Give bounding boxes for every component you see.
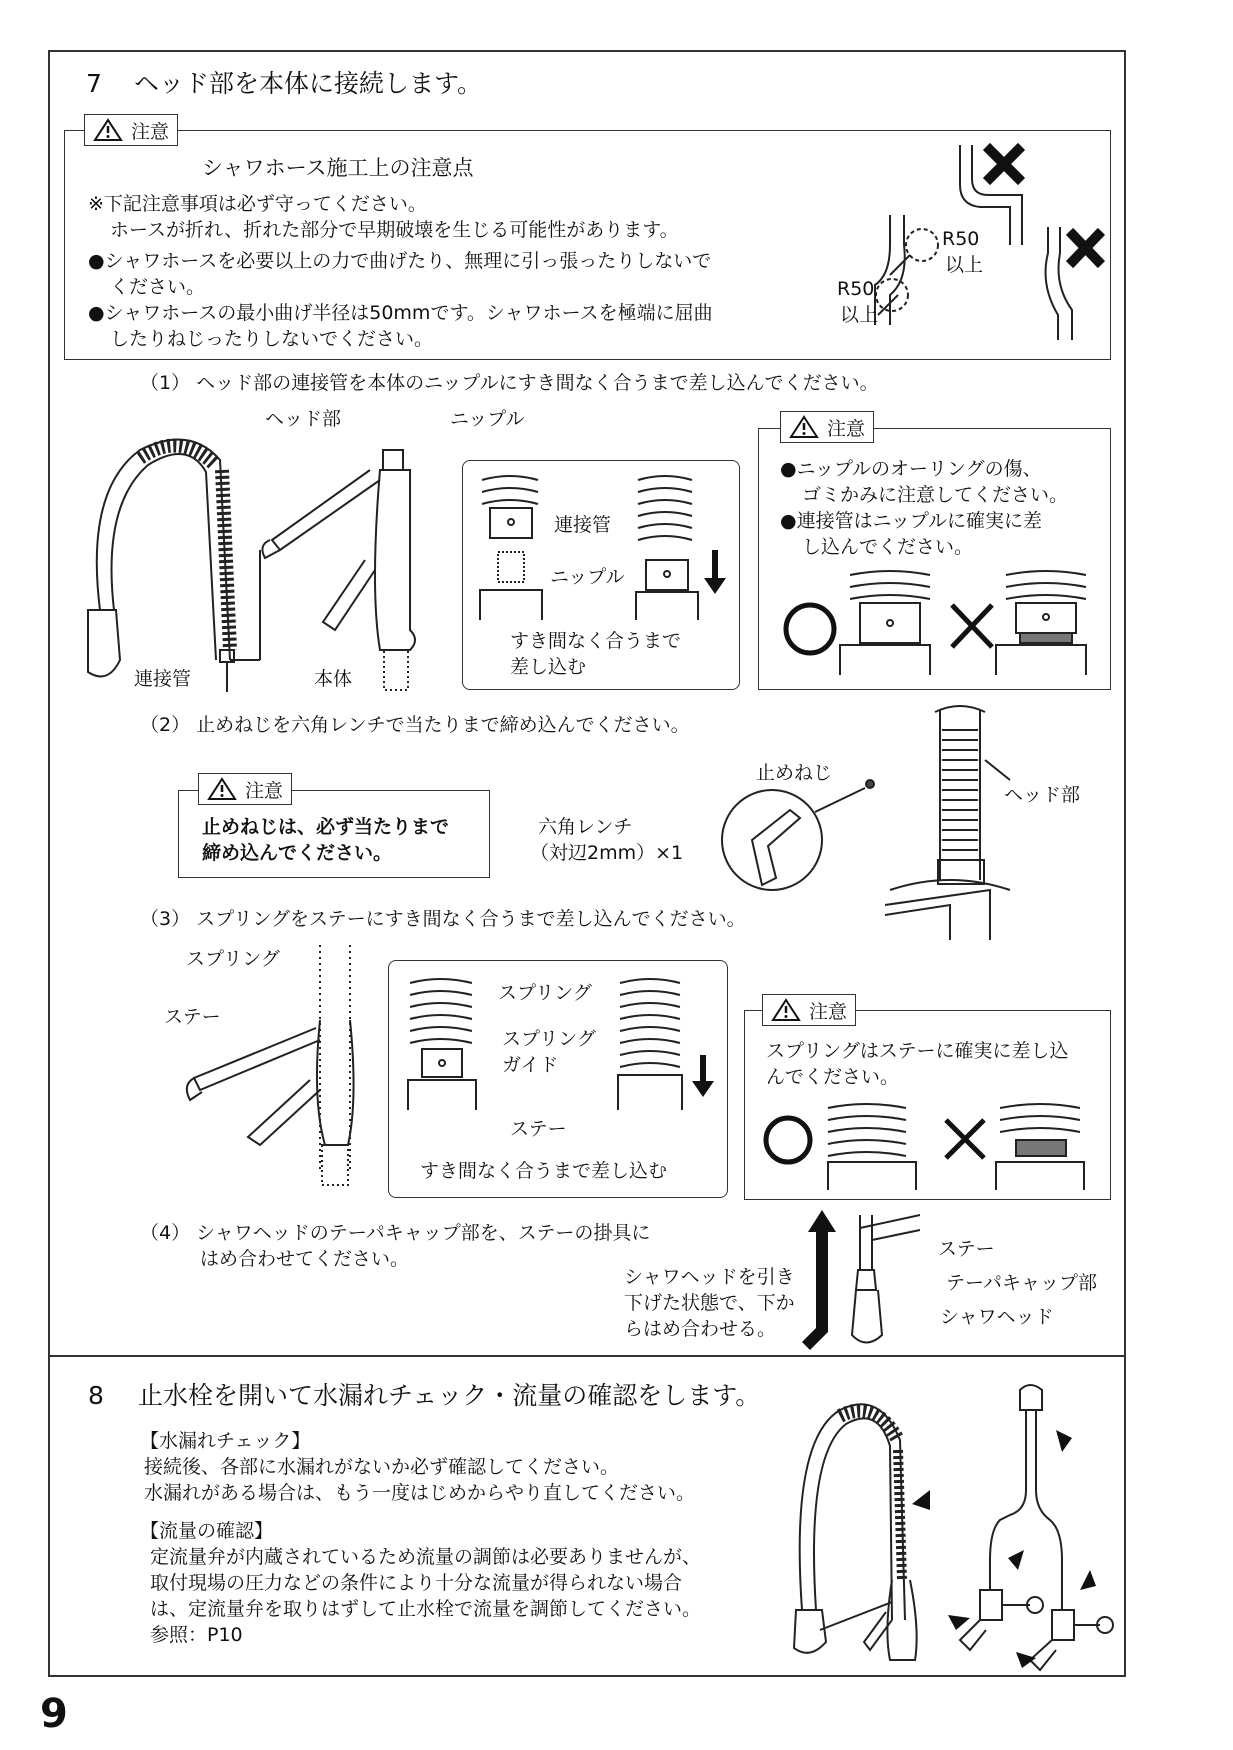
set-screw-illustration: [710, 700, 1110, 940]
step4-text: （4） シャワヘッドのテーパキャップ部を、ステーの掛具に: [140, 1222, 651, 1244]
flow-line: 定流量弁が内蔵されているため流量の調節は必要ありませんが、: [150, 1546, 702, 1568]
label-spring: スプリング: [186, 948, 280, 970]
caution-line: 締め込んでください。: [202, 842, 393, 864]
detail-spring: スプリング: [498, 982, 592, 1004]
wrench-label: 六角レンチ: [538, 816, 633, 838]
detail-guide: ガイド: [502, 1054, 559, 1076]
ok-ng-nipple-illustration: [770, 565, 1110, 685]
faucet-illustration-step3: [180, 940, 380, 1190]
faucet-illustration-step1: [80, 410, 460, 690]
wrench-label: （対辺2mm）×1: [530, 842, 684, 864]
caution-tag: [762, 994, 856, 1026]
section7-title: ヘッド部を本体に接続します。: [134, 69, 483, 98]
caution-tag: [84, 114, 178, 146]
showerhead-hook-illustration: [800, 1210, 940, 1350]
warning-icon: [771, 998, 801, 1022]
caution-label: 注意: [827, 417, 866, 440]
bullet-line: ●シャワホースを必要以上の力で曲げたり、無理に引っ張ったりしないで: [88, 250, 712, 272]
caution-label: 注意: [245, 779, 284, 802]
caution-line: んでください。: [766, 1066, 900, 1088]
r50-label: R50: [942, 228, 980, 250]
label-body: 本体: [314, 668, 353, 690]
section8-number: 8: [88, 1381, 104, 1410]
ok-circle-icon: [766, 1118, 810, 1162]
caution-label: 注意: [131, 120, 170, 143]
section-divider: [48, 1355, 1126, 1357]
flow-line: 参照：P10: [150, 1624, 243, 1646]
caution-tag: [780, 411, 874, 443]
detail-stay: ステー: [510, 1118, 567, 1140]
label-stay: ステー: [164, 1006, 221, 1028]
caution-line: スプリングはステーに確実に差し込: [766, 1040, 1069, 1062]
label-pipe: 連接管: [134, 668, 192, 690]
leak-line: 水漏れがある場合は、もう一度はじめからやり直してください。: [144, 1482, 696, 1504]
caution-label: 注意: [809, 1000, 848, 1023]
step2-text: （2） 止めねじを六角レンチで当たりまで締め込んでください。: [140, 714, 690, 736]
label-screw: 止めねじ: [756, 762, 833, 784]
pipe-nipple-detail: [470, 470, 735, 620]
label-showerhead: シャワヘッド: [940, 1306, 1054, 1328]
detail-note: 差し込む: [510, 656, 587, 678]
bullet-line: ●シャワホースの最小曲げ半径は50mmです。シャワホースを極端に屈曲: [88, 302, 713, 324]
caution-line: ●連接管はニップルに確実に差: [780, 510, 1043, 532]
flow-line: は、定流量弁を取りはずして止水栓で流量を調節してください。: [150, 1598, 702, 1620]
leak-check-illustration: [780, 1380, 1120, 1670]
detail-nipple: ニップル: [550, 566, 625, 588]
note-line: ※下記注意事項は必ず守ってください。: [88, 193, 427, 215]
flow-line: 取付現場の圧力などの条件により十分な流量が得られない場合: [150, 1572, 683, 1594]
step4-text: はめ合わせてください。: [200, 1248, 410, 1270]
page-number: 9: [40, 1691, 68, 1737]
detail-note: すき間なく合うまで: [510, 630, 682, 652]
section7-number: 7: [86, 69, 102, 98]
caution-tag: [198, 773, 292, 805]
hose-caution-heading: シャワホース施工上の注意点: [202, 156, 474, 180]
ok-ng-spring-illustration: [756, 1100, 1106, 1195]
warning-icon: [789, 415, 819, 439]
section8-title: 止水栓を開いて水漏れチェック・流量の確認をします。: [138, 1381, 761, 1410]
leak-heading: 【水漏れチェック】: [140, 1430, 311, 1452]
bullet-line: したりねじったりしないでください。: [110, 328, 434, 350]
r50-sub: 以上: [945, 254, 984, 276]
step1-text: （1） ヘッド部の連接管を本体のニップルにすき間なく合うまで差し込んでください。: [140, 372, 879, 394]
label-head: ヘッド部: [1004, 784, 1081, 806]
step4-instruction: 下げた状態で、下か: [624, 1292, 795, 1314]
label-nipple: ニップル: [450, 408, 525, 430]
detail-guide: スプリング: [502, 1028, 596, 1050]
detail-note: すき間なく合うまで差し込む: [420, 1160, 668, 1182]
r50-sub: 以上: [840, 304, 879, 326]
warning-icon: [207, 777, 237, 801]
step3-text: （3） スプリングをステーにすき間なく合うまで差し込んでください。: [140, 908, 746, 930]
leak-line: 接続後、各部に水漏れがないか必ず確認してください。: [144, 1456, 620, 1478]
note-line: ホースが折れ、折れた部分で早期破壊を生じる可能性があります。: [110, 219, 679, 241]
step4-instruction: シャワヘッドを引き: [624, 1266, 795, 1288]
label-taper-cap: テーパキャップ部: [946, 1272, 1098, 1294]
caution-line: ●ニップルのオーリングの傷、: [780, 458, 1042, 480]
r50-label: R50: [837, 278, 875, 300]
caution-line: ゴミかみに注意してください。: [802, 484, 1069, 506]
bullet-line: ください。: [110, 276, 206, 298]
warning-icon: [93, 118, 123, 142]
ok-circle-icon: [786, 605, 834, 653]
label-stay: ステー: [938, 1238, 995, 1260]
step4-instruction: らはめ合わせる。: [624, 1318, 777, 1340]
label-head: ヘッド部: [265, 408, 342, 430]
flow-heading: 【流量の確認】: [140, 1520, 274, 1542]
detail-pipe: 連接管: [554, 514, 612, 536]
caution-line: し込んでください。: [802, 536, 974, 558]
caution-line: 止めねじは、必ず当たりまで: [202, 816, 450, 838]
